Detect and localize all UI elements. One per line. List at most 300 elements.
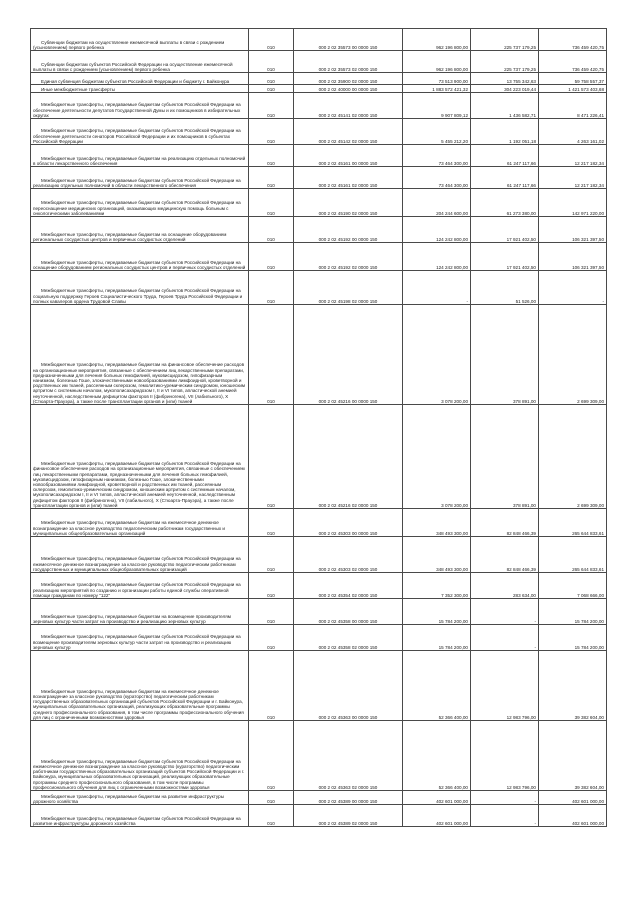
remaining-amount-cell [539,721,607,791]
budget-classification-code: 000 2 02 45192 00 0000 150 [318,236,378,242]
line-item-name: Межбюджетные трансферты, передаваемые бюджетам субъектов Российской Федерации на развитие инфраструктуры дорожного хозяйства [33,815,241,826]
line-item-name-cell [31,167,249,189]
budget-classification-code: 000 2 02 45354 02 0000 150 [318,592,378,598]
executed-amount: 61 247 117,66 [506,160,536,166]
remaining-amount: 2 699 309,00 [577,398,604,404]
executed-amount: 1 436 582,71 [509,112,536,118]
remaining-amount: 265 644 833,61 [572,530,604,536]
table-row [31,189,607,217]
line-item-name-cell [31,599,249,625]
remaining-amount: 142 971 220,00 [572,210,604,216]
remaining-amount: 106 321 397,50 [572,236,604,242]
line-code-cell [249,217,294,243]
line-code: 010 [267,798,275,804]
budget-classification-code-cell [294,29,403,51]
approved-amount-cell [403,805,471,827]
executed-amount: 304 223 019,44 [504,86,536,92]
table-row [31,573,607,599]
approved-amount: 962 196 800,00 [436,66,468,72]
remaining-amount: 106 321 397,50 [572,264,604,270]
line-code-cell [249,599,294,625]
table-row [31,217,607,243]
line-item-name-cell [31,189,249,217]
executed-amount: 51 526,00 [515,298,536,304]
line-code-cell [249,509,294,537]
table-row [31,805,607,827]
approved-amount-cell [403,189,471,217]
table-row [31,243,607,271]
line-item-name-cell [31,85,249,93]
remaining-amount: 2 699 309,00 [577,502,604,508]
remaining-amount: 7 068 666,00 [577,592,604,598]
approved-amount-cell [403,625,471,651]
line-code-cell [249,119,294,145]
approved-amount-cell [403,509,471,537]
line-code: 010 [267,566,275,572]
line-item-name-cell [31,721,249,791]
executed-amount-cell [471,29,539,51]
line-code-cell [249,791,294,805]
executed-amount: 283 634,00 [513,592,536,598]
line-code-cell [249,271,294,305]
remaining-amount-cell [539,599,607,625]
line-item-name-cell [31,217,249,243]
budget-classification-code-cell [294,537,403,573]
line-item-name-cell [31,405,249,509]
executed-amount: 82 848 466,39 [506,566,536,572]
line-item-name: Межбюджетные трансферты, передаваемые бюджетам субъектов Российской Федерации на возмещение производителям зерновых культур части затрат на производство и реализацию зерновых культур [33,634,241,650]
line-item-name-cell [31,93,249,119]
approved-amount: 73 464 300,00 [438,182,468,188]
line-code-cell [249,537,294,573]
executed-amount-cell [471,509,539,537]
executed-amount: - [534,820,536,826]
remaining-amount-cell [539,573,607,599]
budget-classification-code: 000 2 02 45142 02 0000 150 [318,138,378,144]
budget-classification-code: 000 2 02 45198 02 0000 150 [318,298,378,304]
remaining-amount-cell [539,271,607,305]
approved-amount-cell [403,271,471,305]
approved-amount: 124 242 800,00 [436,264,468,270]
budget-classification-code: 000 2 02 40000 00 0000 150 [318,86,378,92]
table-row [31,29,607,51]
approved-amount: 7 352 300,00 [441,592,468,598]
budget-classification-code-cell [294,599,403,625]
line-code: 010 [267,784,275,790]
line-code: 010 [267,530,275,536]
budget-classification-code: 000 2 02 35900 02 0000 150 [318,78,378,84]
line-code: 010 [267,160,275,166]
approved-amount: 15 784 200,00 [438,644,468,650]
budget-classification-code-cell [294,119,403,145]
budget-classification-code: 000 2 02 45358 00 0000 150 [318,618,378,624]
executed-amount-cell [471,85,539,93]
line-item-name: Межбюджетные трансферты, передаваемые бюджетам на оснащение оборудованием региональных сосудистых центров и первичных сосудистых отделений [33,231,227,242]
line-code: 010 [267,592,275,598]
remaining-amount: 39 382 604,00 [574,714,604,720]
line-item-name: Межбюджетные трансферты, передаваемые бюджетам на развитие инфраструктуры дорожного хозяйства [33,793,225,804]
table-row [31,405,607,509]
executed-amount: 61 273 380,00 [506,210,536,216]
executed-amount-cell [471,625,539,651]
remaining-amount-cell [539,243,607,271]
approved-amount-cell [403,167,471,189]
budget-classification-code-cell [294,651,403,721]
line-item-name: Межбюджетные трансферты, передаваемые бюджетам на ежемесячное денежное вознаграждение за классное руководство (кураторство) педагогическим работникам государственных образовательных организаций субъектов Российской Федерации и г. Байконура, муниципальных образовательных организаций, реализующих образовательные программы среднего профессионального образования, в том числе программы профессионального обучения для лиц с ограниченными возможностями здоровья [33,688,244,720]
budget-classification-code-cell [294,805,403,827]
approved-amount: - [466,298,468,304]
line-code-cell [249,573,294,599]
line-item-name: Субвенции бюджетам субъектов Российской Федерации на осуществление ежемесячной выплаты в связи с рождением (усыновлением) первого ребенка [33,61,233,72]
line-code: 010 [267,398,275,404]
table-row [31,509,607,537]
executed-amount-cell [471,791,539,805]
line-code-cell [249,189,294,217]
budget-classification-code-cell [294,73,403,85]
approved-amount-cell [403,217,471,243]
line-item-name-cell [31,791,249,805]
remaining-amount: 39 382 604,00 [574,784,604,790]
table-row [31,599,607,625]
line-code: 010 [267,66,275,72]
line-code-cell [249,85,294,93]
executed-amount-cell [471,573,539,599]
executed-amount: 225 737 179,25 [504,44,536,50]
approved-amount-cell [403,243,471,271]
line-item-name-cell [31,243,249,271]
line-code-cell [249,73,294,85]
budget-classification-code: 000 2 02 45216 00 0000 150 [318,398,378,404]
line-code-cell [249,167,294,189]
remaining-amount-cell [539,167,607,189]
budget-classification-code: 000 2 02 45190 02 0000 150 [318,210,378,216]
approved-amount-cell [403,791,471,805]
line-code: 010 [267,820,275,826]
approved-amount-cell [403,85,471,93]
approved-amount-cell [403,93,471,119]
executed-amount: 82 848 466,39 [506,530,536,536]
budget-classification-code: 000 2 02 45389 00 0000 150 [318,798,378,804]
approved-amount: 5 455 212,20 [441,138,468,144]
executed-amount: 225 737 179,25 [504,66,536,72]
line-item-name: Субвенции бюджетам на осуществление ежемесячной выплаты в связи с рождением (усыновлением) первого ребенка [33,39,225,50]
remaining-amount-cell [539,85,607,93]
approved-amount-cell [403,29,471,51]
line-item-name-cell [31,651,249,721]
budget-classification-code: 000 2 02 45161 02 0000 150 [318,182,378,188]
remaining-amount-cell [539,93,607,119]
budget-classification-code-cell [294,189,403,217]
budget-classification-code-cell [294,509,403,537]
line-code-cell [249,651,294,721]
table-row [31,625,607,651]
line-item-name: Межбюджетные трансферты, передаваемые бюджетам субъектов Российской Федерации на финансовое обеспечение расходов на организационные мероприятия, связанные с обеспечением лиц лекарственными препаратами, предназначенными для лечения больных гемофилией, муковисцидозом, гипофизарным нанизмом, болезнью Гоше, злокачественными новообразованиями лимфоидной, кроветворной и родственных им тканей, рассеянным склерозом, гемолитико-уремическим синдромом, юношеским артритом с системным началом, мукополисахаридозом I, II и VI типов, апластической анемией неуточненной, наследственным дефицитом факторов II (фибриногена), VII (лабильного), X (Стюарта-Прауэра), а также после трансплантации органов и (или) тканей [33,461,245,508]
line-item-name-cell [31,271,249,305]
budget-classification-code: 000 2 02 35573 00 0000 150 [318,44,378,50]
approved-amount: 3 078 200,00 [441,398,468,404]
budget-classification-code: 000 2 02 45358 02 0000 150 [318,644,378,650]
line-item-name: Межбюджетные трансферты, передаваемые бюджетам субъектов Российской Федерации на ежемесячное денежное вознаграждение за классное руководство педагогическим работникам государственных и муниципальных общеобразовательных организаций [33,556,241,572]
remaining-amount: 402 601 000,00 [572,798,604,804]
remaining-amount: - [602,298,604,304]
budget-classification-code-cell [294,167,403,189]
executed-amount-cell [471,167,539,189]
approved-amount: 962 196 800,00 [436,44,468,50]
table-row [31,51,607,73]
remaining-amount: 736 459 420,75 [572,66,604,72]
approved-amount: 204 244 600,00 [436,210,468,216]
executed-amount-cell [471,405,539,509]
line-item-name: Межбюджетные трансферты, передаваемые бюджетам субъектов Российской Федерации на обеспечение деятельности депутатов Государственной Думы и их помощников в избирательных округах [33,102,241,118]
line-code-cell [249,625,294,651]
executed-amount-cell [471,93,539,119]
line-item-name-cell [31,73,249,85]
approved-amount: 348 493 300,00 [436,530,468,536]
line-item-name: Межбюджетные трансферты, передаваемые бюджетам субъектов Российской Федерации на обеспечение деятельности сенаторов Российской Федерации и их помощников в субъектах Российской Федерации [33,128,241,144]
remaining-amount: 15 784 200,00 [574,618,604,624]
remaining-amount-cell [539,509,607,537]
line-code-cell [249,721,294,791]
approved-amount: 73 513 900,00 [438,78,468,84]
executed-amount: 12 983 796,00 [506,784,536,790]
line-item-name-cell [31,805,249,827]
budget-classification-code-cell [294,721,403,791]
line-code: 010 [267,644,275,650]
approved-amount-cell [403,145,471,167]
approved-amount-cell [403,73,471,85]
remaining-amount: 265 644 833,61 [572,566,604,572]
line-item-name-cell [31,625,249,651]
executed-amount-cell [471,599,539,625]
remaining-amount-cell [539,145,607,167]
budget-classification-code-cell [294,145,403,167]
approved-amount-cell [403,405,471,509]
table-row [31,651,607,721]
executed-amount-cell [471,271,539,305]
approved-amount: 402 601 000,00 [436,798,468,804]
table-row [31,791,607,805]
approved-amount-cell [403,537,471,573]
table-row [31,721,607,791]
line-code: 010 [267,44,275,50]
table-row [31,145,607,167]
budget-classification-code: 000 2 02 45216 02 0000 150 [318,502,378,508]
line-item-name: Межбюджетные трансферты, передаваемые бюджетам на ежемесячное денежное вознаграждение за классное руководство педагогическим работникам государственных и муниципальных общеобразовательных организаций [33,520,225,536]
remaining-amount-cell [539,625,607,651]
remaining-amount-cell [539,791,607,805]
budget-classification-code-cell [294,217,403,243]
approved-amount: 52 366 400,00 [438,784,468,790]
line-code: 010 [267,298,275,304]
line-item-name: Межбюджетные трансферты, передаваемые бюджетам субъектов Российской Федерации на реализацию отдельных полномочий в области лекарственного обеспечения [33,177,241,188]
line-item-name: Межбюджетные трансферты, передаваемые бюджетам субъектов Российской Федерации на переоснащение медицинских организаций, оказывающих медицинскую помощь больным с онкологическими заболеваниями [33,200,241,216]
line-code: 010 [267,236,275,242]
executed-amount-cell [471,51,539,73]
budget-classification-code: 000 2 02 45303 00 0000 150 [318,530,378,536]
table-row [31,537,607,573]
table-row [31,305,607,405]
line-code: 010 [267,182,275,188]
executed-amount: - [534,798,536,804]
approved-amount-cell [403,305,471,405]
table-row [31,93,607,119]
executed-amount-cell [471,189,539,217]
budget-classification-code-cell [294,305,403,405]
line-item-name: Единая субвенция бюджетам субъектов Российской Федерации и бюджету г. Байконура [41,78,230,84]
approved-amount-cell [403,51,471,73]
executed-amount: 61 247 117,66 [506,182,536,188]
budget-classification-code-cell [294,271,403,305]
executed-amount: 17 921 402,50 [506,236,536,242]
line-item-name-cell [31,29,249,51]
executed-amount: - [534,618,536,624]
line-item-name: Межбюджетные трансферты, передаваемые бюджетам субъектов Российской Федерации на ежемесячное денежное вознаграждение за классное руководство (кураторство) педагогическим работникам государственных образовательных организаций субъектов Российской Федерации и г. Байконура, муниципальных образовательных организаций, реализующих образовательные программы среднего профессионального образования, в том числе программы профессионального обучения для лиц с ограниченными возможностями здоровья [33,758,245,790]
remaining-amount: 4 263 161,02 [577,138,604,144]
executed-amount: 13 755 342,63 [506,78,536,84]
remaining-amount: 59 758 557,37 [574,78,604,84]
line-code: 010 [267,502,275,508]
remaining-amount-cell [539,651,607,721]
line-item-name: Межбюджетные трансферты, передаваемые бюджетам субъектов Российской Федерации на социальную поддержку Героев Социалистического Труда, Героев Труда Российской Федерации и полных кавалеров ордена Трудовой Славы [33,288,243,304]
approved-amount: 124 242 800,00 [436,236,468,242]
executed-amount-cell [471,73,539,85]
executed-amount: - [534,644,536,650]
line-item-name: Межбюджетные трансферты, передаваемые бюджетам субъектов Российской Федерации на оснащение оборудованием региональных сосудистых центров и первичных сосудистых отделений [33,259,246,270]
line-code-cell [249,405,294,509]
remaining-amount: 8 471 226,41 [577,112,604,118]
budget-classification-code-cell [294,625,403,651]
table-row [31,85,607,93]
line-item-name-cell [31,573,249,599]
budget-classification-code: 000 2 02 35573 02 0000 150 [318,66,378,72]
remaining-amount-cell [539,217,607,243]
table-row [31,271,607,305]
executed-amount-cell [471,243,539,271]
line-item-name-cell [31,145,249,167]
executed-amount-cell [471,145,539,167]
executed-amount-cell [471,119,539,145]
budget-classification-code: 000 2 02 45303 02 0000 150 [318,566,378,572]
line-code: 010 [267,264,275,270]
line-code: 010 [267,78,275,84]
remaining-amount: 1 421 573 403,68 [568,86,604,92]
line-code: 010 [267,112,275,118]
budget-classification-code-cell [294,791,403,805]
executed-amount-cell [471,721,539,791]
remaining-amount-cell [539,537,607,573]
budget-classification-code-cell [294,51,403,73]
remaining-amount-cell [539,73,607,85]
remaining-amount: 15 784 200,00 [574,644,604,650]
approved-amount-cell [403,119,471,145]
report-body [31,29,607,827]
approved-amount: 348 493 300,00 [436,566,468,572]
budget-classification-code: 000 2 02 45363 02 0000 150 [318,784,378,790]
budget-report-table [30,28,607,827]
executed-amount: 12 983 796,00 [506,714,536,720]
line-code-cell [249,51,294,73]
remaining-amount-cell [539,51,607,73]
remaining-amount: 402 601 000,00 [572,820,604,826]
budget-classification-code-cell [294,573,403,599]
line-item-name-cell [31,51,249,73]
line-code-cell [249,29,294,51]
line-code-cell [249,145,294,167]
budget-classification-code-cell [294,405,403,509]
remaining-amount: 12 217 182,34 [574,160,604,166]
table-row [31,73,607,85]
executed-amount-cell [471,537,539,573]
budget-classification-code-cell [294,93,403,119]
table-row [31,167,607,189]
line-code: 010 [267,86,275,92]
line-item-name-cell [31,305,249,405]
line-code-cell [249,305,294,405]
budget-classification-code: 000 2 02 45192 02 0000 150 [318,264,378,270]
remaining-amount-cell [539,305,607,405]
line-code-cell [249,93,294,119]
line-code: 010 [267,714,275,720]
line-item-name-cell [31,537,249,573]
executed-amount-cell [471,217,539,243]
executed-amount-cell [471,651,539,721]
budget-classification-code: 000 2 02 45161 00 0000 150 [318,160,378,166]
line-item-name: Межбюджетные трансферты, передаваемые бюджетам на финансовое обеспечение расходов на организационные мероприятия, связанные с обеспечением лиц лекарственными препаратами, предназначенными для лечения больных гемофилией, муковисцидозом, гипофизарным нанизмом, болезнью Гоше, злокачественными новообразованиями лимфоидной, кроветворной и родственных им тканей, рассеянным склерозом, гемолитико-уремическим синдромом, юношеским артритом с системным началом, мукополисахаридозом I, II и VI типов, апластической анемией неуточненной, наследственным дефицитом факторов II (фибриногена), VII (лабильного), X (Стюарта-Прауэра), а также после трансплантации органов и (или) тканей [33,362,246,404]
remaining-amount-cell [539,119,607,145]
approved-amount: 15 784 200,00 [438,618,468,624]
budget-classification-code: 000 2 02 45363 00 0000 150 [318,714,378,720]
line-item-name: Межбюджетные трансферты, передаваемые бюджетам на возмещение производителям зерновых культур части затрат на производство и реализацию зерновых культур [33,613,231,624]
budget-classification-code: 000 2 02 45141 02 0000 150 [318,112,378,118]
remaining-amount: 12 217 182,34 [574,182,604,188]
executed-amount-cell [471,805,539,827]
remaining-amount: 736 459 420,75 [572,44,604,50]
budget-classification-code-cell [294,85,403,93]
executed-amount: 17 921 402,50 [506,264,536,270]
line-item-name: Межбюджетные трансферты, передаваемые бюджетам на реализацию отдельных полномочий в области лекарственного обеспечения [33,155,246,166]
remaining-amount-cell [539,29,607,51]
approved-amount-cell [403,721,471,791]
remaining-amount-cell [539,805,607,827]
line-code: 010 [267,618,275,624]
approved-amount: 402 601 000,00 [436,820,468,826]
line-code-cell [249,243,294,271]
approved-amount: 1 883 572 421,32 [432,86,468,92]
executed-amount: 378 891,00 [513,398,536,404]
remaining-amount-cell [539,405,607,509]
budget-classification-code-cell [294,243,403,271]
line-code: 010 [267,138,275,144]
line-item-name: Межбюджетные трансферты, передаваемые бюджетам субъектов Российской Федерации на реализацию мероприятий по созданию и организации работы единой службы оперативной помощи гражданам по номеру "122" [33,582,241,598]
approved-amount-cell [403,651,471,721]
approved-amount: 52 366 400,00 [438,714,468,720]
executed-amount: 1 192 051,18 [509,138,536,144]
approved-amount: 9 907 809,12 [441,112,468,118]
line-code-cell [249,805,294,827]
executed-amount-cell [471,305,539,405]
line-item-name-cell [31,509,249,537]
approved-amount-cell [403,599,471,625]
approved-amount: 73 464 300,00 [438,160,468,166]
approved-amount: 3 078 200,00 [441,502,468,508]
budget-classification-code: 000 2 02 45389 02 0000 150 [318,820,378,826]
line-item-name-cell [31,119,249,145]
remaining-amount-cell [539,189,607,217]
line-item-name: Иные межбюджетные трансферты [41,86,115,92]
line-code: 010 [267,210,275,216]
table-row [31,119,607,145]
approved-amount-cell [403,573,471,599]
